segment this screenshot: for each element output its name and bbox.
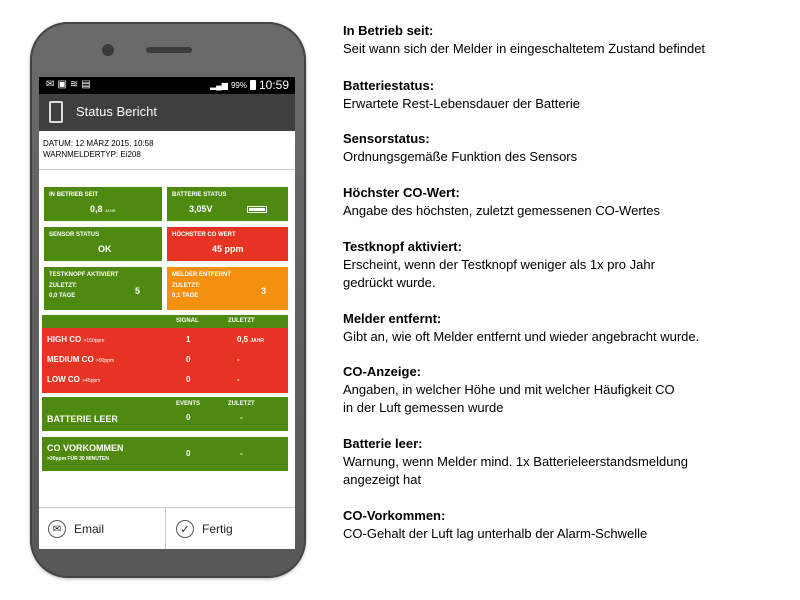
battery-voltage: 3,05V <box>189 204 213 214</box>
definition-desc: Ordnungsgemäße Funktion des Sensors <box>343 149 578 164</box>
definition-desc: Angaben, in welcher Höhe und mit welcher Häufigkeit CO <box>343 382 675 397</box>
tile-caption: SENSOR STATUS <box>49 232 100 238</box>
definition-item <box>343 238 793 292</box>
row-signal: 0 <box>186 375 191 384</box>
definition-term: Sensorstatus: <box>343 131 430 146</box>
fertig-button[interactable] <box>167 508 294 549</box>
batterie-leer-zuletzt: - <box>240 413 243 422</box>
definition-desc: Erscheint, wenn der Testknopf weniger als 1x pro Jahr <box>343 257 655 272</box>
definition-item <box>343 363 793 417</box>
table-row[interactable] <box>42 370 288 390</box>
detector-type: WARNMELDERTYP: Ei208 <box>43 150 141 159</box>
bottom-action-bar <box>39 507 295 549</box>
definition-term: Melder entfernt: <box>343 311 442 326</box>
definition-desc: Warnung, wenn Melder mind. 1x Batterieleerstandsmeldung <box>343 454 688 469</box>
co-vorkommen-panel[interactable] <box>42 437 288 471</box>
batterie-leer-panel[interactable] <box>42 397 288 431</box>
definition-desc: Angabe des höchsten, zuletzt gemessenen CO-Wertes <box>343 203 660 218</box>
entfernt-count: 3 <box>261 286 267 296</box>
definition-item <box>343 77 793 113</box>
tile-value <box>90 204 115 214</box>
definition-term: In Betrieb seit: <box>343 23 434 38</box>
clock: 10:59 <box>258 78 289 92</box>
check-icon: ✓ <box>176 520 194 538</box>
tile-caption: BATTERIE STATUS <box>172 192 227 198</box>
definition-desc: CO-Gehalt der Luft lag unterhalb der Alarm-Schwelle <box>343 526 648 541</box>
definition-term: Batterie leer: <box>343 436 423 451</box>
definition-item <box>343 435 793 489</box>
row-label: MEDIUM CO <box>47 355 94 364</box>
tile-sub: ZULETZT: <box>49 283 77 289</box>
tile-caption: MELDER ENTFERNT <box>172 272 231 278</box>
row-zuletzt: - <box>237 355 240 364</box>
tile-batterie-status[interactable] <box>167 187 288 221</box>
definition-item <box>343 130 793 166</box>
co-anzeige-table <box>42 315 288 393</box>
tile-sensor-status[interactable] <box>44 227 162 261</box>
tile-sub: ZULETZT: <box>172 283 200 289</box>
tile-caption: HÖCHSTER CO WERT <box>172 232 236 238</box>
co-vorkommen-sub: >30ppm FÜR 30 MINUTEN <box>47 456 109 462</box>
definition-desc-cont: in der Luft gemessen wurde <box>343 400 504 415</box>
definition-desc: Gibt an, wie oft Melder entfernt und wieder angebracht wurde. <box>343 329 700 344</box>
battery-percent: 99% <box>230 80 247 90</box>
row-zuletzt: - <box>237 375 240 384</box>
co-vorkommen-events: 0 <box>186 449 191 458</box>
co-table-header <box>42 315 288 328</box>
col-signal-header: SIGNAL <box>176 318 199 324</box>
co-vorkommen-label: CO VORKOMMEN <box>47 443 124 453</box>
phone-frame <box>30 22 306 578</box>
row-range: >45ppm <box>82 378 101 384</box>
table-row[interactable] <box>42 350 288 370</box>
definition-item <box>343 22 793 58</box>
report-info <box>43 138 154 160</box>
row-signal: 0 <box>186 355 191 364</box>
definition-term: CO-Anzeige: <box>343 364 421 379</box>
mail-icon: ✉ <box>46 79 58 90</box>
divider <box>39 169 295 170</box>
testknopf-count: 5 <box>135 286 141 296</box>
definition-desc: Erwartete Rest-Lebensdauer der Batterie <box>343 96 581 111</box>
definition-desc-cont: gedrückt wurde. <box>343 275 436 290</box>
row-signal: 1 <box>186 335 191 344</box>
row-label: LOW CO <box>47 375 80 384</box>
definition-term: CO-Vorkommen: <box>343 508 446 523</box>
operating-value: 0,8 <box>90 204 103 214</box>
co-vorkommen-zuletzt: - <box>240 449 243 458</box>
testknopf-days-unit: TAGE <box>59 293 76 299</box>
testknopf-days: 0,0 <box>49 293 58 299</box>
sensor-value: OK <box>98 244 112 254</box>
phone-screen <box>39 77 295 549</box>
col-zuletzt-header: ZULETZT <box>228 318 255 324</box>
entfernt-days-unit: TAGE <box>182 293 199 299</box>
mail-icon: ✉ <box>48 520 66 538</box>
definition-term: Testknopf aktiviert: <box>343 239 462 254</box>
col-events-header: EVENTS <box>176 401 201 407</box>
image-icon: ▣ <box>57 79 70 90</box>
co-table-body <box>42 328 288 393</box>
definition-term: Batteriestatus: <box>343 78 435 93</box>
max-co-value: 45 ppm <box>212 244 244 254</box>
page-title: Status Bericht <box>76 104 157 119</box>
phone-signal-icon[interactable] <box>49 101 63 123</box>
row-zuletzt: 0,5 <box>237 335 249 344</box>
tile-caption: TESTKNOPF AKTIVIERT <box>49 272 119 278</box>
notification-icons <box>46 79 94 90</box>
clipboard-icon: ▤ <box>81 79 94 90</box>
tile-hoechster-co[interactable] <box>167 227 288 261</box>
col-zuletzt-header: ZULETZT <box>228 401 255 407</box>
tile-in-betrieb[interactable] <box>44 187 162 221</box>
batterie-leer-events: 0 <box>186 413 191 422</box>
definition-item <box>343 507 793 543</box>
entfernt-days: 0,1 <box>172 293 181 299</box>
front-camera <box>102 44 114 56</box>
row-range: >150ppm <box>83 338 105 344</box>
definition-term: Höchster CO-Wert: <box>343 185 460 200</box>
email-button[interactable] <box>39 508 166 549</box>
definition-item <box>343 310 793 346</box>
tile-melder-entfernt[interactable] <box>167 267 288 310</box>
definition-item <box>343 184 793 220</box>
operating-unit: JAHR <box>105 208 116 213</box>
android-status-bar <box>39 77 295 94</box>
row-range: >90ppm <box>95 358 115 364</box>
email-button-label: Email <box>74 522 105 536</box>
app-bar <box>39 94 295 131</box>
row-unit: JAHR <box>250 338 264 344</box>
battery-icon <box>250 80 256 90</box>
earpiece-speaker <box>146 47 192 53</box>
tile-caption: IN BETRIEB SEIT <box>49 192 99 198</box>
tile-testknopf[interactable] <box>44 267 162 310</box>
definition-desc: Seit wann sich der Melder in eingeschaltetem Zustand befindet <box>343 41 706 56</box>
fertig-button-label: Fertig <box>202 522 233 536</box>
table-row[interactable] <box>42 330 288 350</box>
battery-full-icon <box>247 206 267 213</box>
row-label: HIGH CO <box>47 335 82 344</box>
definition-desc-cont: angezeigt hat <box>343 472 422 487</box>
signal-icon: ▂▄▆ <box>209 80 228 90</box>
report-date: DATUM: 12 MÄRZ 2015, 10:58 <box>43 139 154 148</box>
wifi-icon: ≋ <box>69 79 82 90</box>
batterie-leer-label: BATTERIE LEER <box>47 414 118 424</box>
